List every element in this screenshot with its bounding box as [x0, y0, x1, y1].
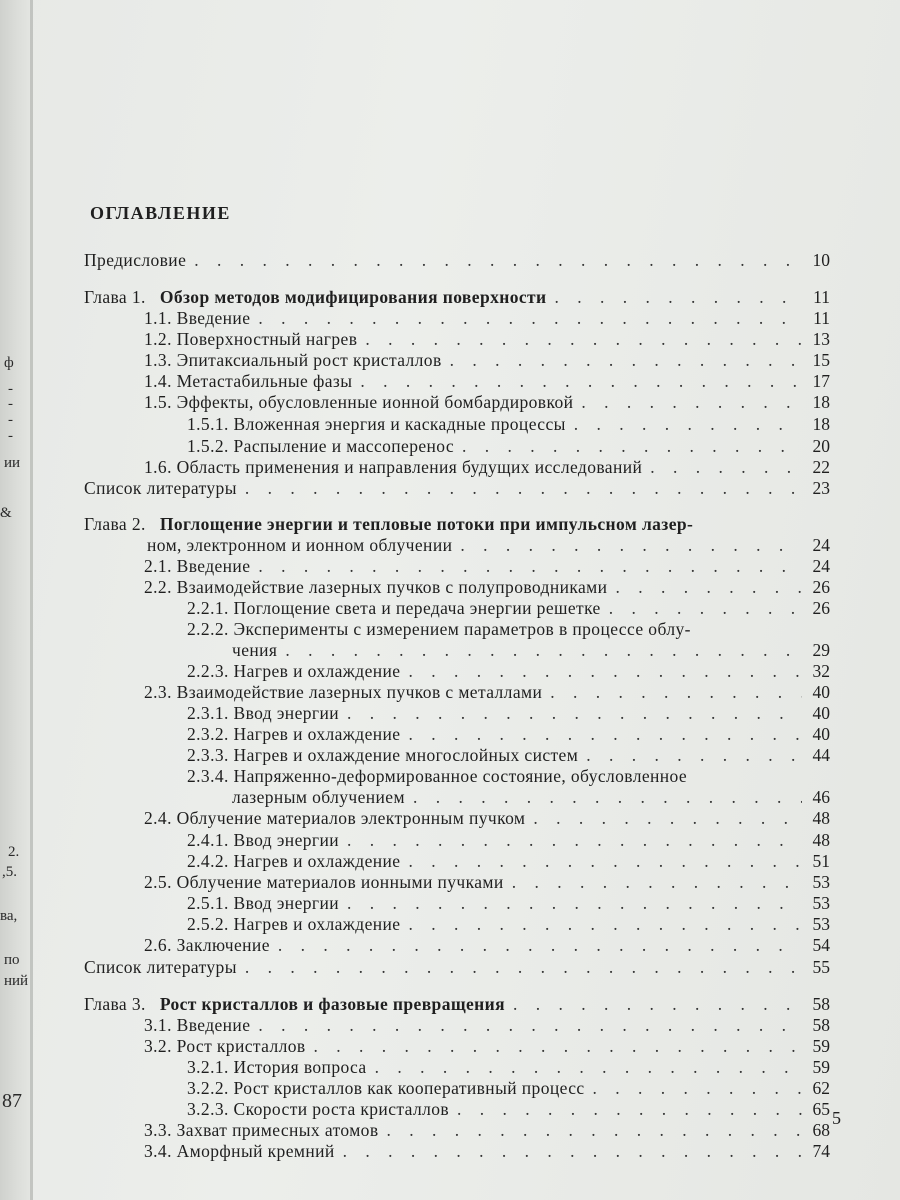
toc-entry [84, 994, 830, 1015]
toc-entry [84, 436, 830, 457]
dot-leader [245, 478, 802, 499]
toc-entry-label [84, 957, 237, 978]
section-title: 3.2.3. Скорости роста кристаллов [187, 1099, 450, 1119]
chapter-number: Глава 1. [84, 287, 146, 307]
toc-page-number: 40 [812, 682, 830, 702]
dot-leader [408, 851, 802, 872]
chapter-title: Рост кристаллов и фазовые превращения [159, 994, 506, 1014]
toc-entry-label [84, 682, 542, 703]
toc-page-number: 48 [812, 808, 830, 828]
dot-leader [457, 1099, 802, 1120]
toc-entry [84, 350, 830, 371]
dot-leader [413, 787, 802, 808]
chapter-title: Обзор методов модифицирования поверхности [159, 287, 547, 307]
dot-leader [533, 808, 802, 829]
toc-entry [84, 872, 830, 893]
toc-page-number: 53 [812, 893, 830, 913]
margin-fragment: ф [4, 355, 14, 371]
toc-page-number: 51 [812, 851, 830, 871]
toc-page-number: 48 [812, 830, 830, 850]
toc-entry [84, 661, 830, 682]
toc-entry [84, 308, 830, 329]
toc-entry-label [84, 1036, 306, 1057]
toc-page-number: 20 [812, 436, 830, 456]
toc-entry [84, 371, 830, 392]
toc-page-number: 53 [812, 914, 830, 934]
toc-entry-label [84, 914, 400, 935]
toc-entry-label [84, 830, 339, 851]
dot-leader [450, 350, 802, 371]
toc-entry-label [84, 457, 642, 478]
toc-entry-label [84, 329, 357, 350]
toc-title: ОГЛАВЛЕНИЕ [90, 203, 231, 223]
toc-page-number: 58 [812, 994, 830, 1014]
dot-leader [581, 392, 802, 413]
toc-entry-label [84, 287, 547, 308]
toc-page-number: 59 [812, 1057, 830, 1077]
toc-entry-label [84, 514, 693, 535]
toc-page-number: 10 [812, 250, 830, 270]
toc-page-number: 32 [812, 661, 830, 681]
toc-entry [84, 478, 830, 499]
section-title: Список литературы [84, 478, 237, 498]
toc-entry-label [84, 745, 578, 766]
section-title: 3.2.2. Рост кристаллов как кооперативный процесс [187, 1078, 585, 1098]
margin-fragment: & [0, 505, 12, 521]
dot-leader [513, 994, 802, 1015]
toc-entry [84, 457, 830, 478]
section-title: 2.5. Облучение материалов ионными пучками [144, 872, 504, 892]
toc-page-number: 59 [812, 1036, 830, 1056]
toc-page-number: 26 [812, 598, 830, 618]
toc-entry [84, 1057, 830, 1078]
section-title: 3.2. Рост кристаллов [144, 1036, 306, 1056]
margin-fragment: по [4, 952, 20, 968]
toc-page-number: 18 [812, 414, 830, 434]
chapter-number: Глава 3. [84, 994, 146, 1014]
section-title: 3.2.1. История вопроса [187, 1057, 367, 1077]
dot-leader [408, 914, 802, 935]
toc-entry [84, 556, 830, 577]
section-title: 2.3. Взаимодействие лазерных пучков с металлами [144, 682, 543, 702]
dot-leader [574, 414, 802, 435]
dot-leader [555, 287, 802, 308]
section-title: 3.4. Аморфный кремний [144, 1141, 335, 1161]
toc-entry-label [84, 661, 400, 682]
toc-entry-label [84, 994, 505, 1015]
section-title: 1.5.1. Вложенная энергия и каскадные процессы [187, 414, 566, 434]
section-title: 2.2.2. Эксперименты с измерением параметров в процессе облу- [187, 619, 691, 639]
toc-page-number: 55 [812, 957, 830, 977]
dot-leader [245, 957, 802, 978]
toc-entry-label [84, 577, 607, 598]
margin-fragment: - [8, 396, 13, 412]
margin-fragment: ,5. [2, 864, 17, 880]
section-title: 2.2. Взаимодействие лазерных пучков с полупроводниками [144, 577, 608, 597]
toc-entry-label [84, 308, 250, 329]
toc-page-number: 29 [812, 640, 830, 660]
dot-leader [258, 308, 802, 329]
toc-entry [84, 893, 830, 914]
toc-page-number: 54 [812, 935, 830, 955]
toc-entry-label [84, 556, 250, 577]
margin-fragment: 2. [8, 844, 20, 860]
toc-entry-label [84, 872, 504, 893]
margin-fragment: ии [4, 455, 21, 471]
dot-leader [650, 457, 802, 478]
dot-leader [512, 872, 802, 893]
toc-page-number: 65 [812, 1099, 830, 1119]
section-title: 2.2.3. Нагрев и охлаждение [187, 661, 401, 681]
section-title: 2.6. Заключение [144, 935, 270, 955]
toc-entry [84, 703, 830, 724]
toc-entry [84, 598, 830, 619]
dot-leader [343, 1141, 802, 1162]
chapter-number: Глава 2. [84, 514, 146, 534]
chapter-title: Поглощение энергии и тепловые потоки при импульсном лазер- [159, 514, 694, 534]
toc-entry [84, 329, 830, 350]
dot-leader [408, 661, 802, 682]
toc-entry [84, 851, 830, 872]
toc-entry [84, 808, 830, 829]
dot-leader [278, 935, 802, 956]
toc-entry [84, 766, 830, 787]
dot-leader [609, 598, 802, 619]
dot-leader [460, 535, 802, 556]
toc-page-number: 24 [812, 556, 830, 576]
toc-page-number: 18 [812, 392, 830, 412]
dot-leader [258, 556, 802, 577]
toc-entry [84, 1036, 830, 1057]
dot-leader [347, 703, 802, 724]
dot-leader [408, 724, 802, 745]
section-title: 1.4. Метастабильные фазы [144, 371, 353, 391]
section-title: 1.5. Эффекты, обусловленные ионной бомбардировкой [144, 392, 574, 412]
toc-entry-label [84, 893, 339, 914]
toc-entry-label [84, 935, 270, 956]
toc-entry [84, 830, 830, 851]
margin-fragment: - [8, 381, 13, 397]
toc-entry-label [84, 371, 352, 392]
toc-entry [84, 1099, 830, 1120]
toc-page-number: 23 [812, 478, 830, 498]
dot-leader [285, 640, 802, 661]
dot-leader [194, 250, 802, 271]
previous-page-edge [0, 0, 30, 1200]
section-title: 2.3.4. Напряженно-деформированное состояние, обусловленное [187, 766, 688, 786]
toc-page-number: 58 [812, 1015, 830, 1035]
toc-entry-label [84, 250, 186, 271]
toc-entry-label [84, 640, 277, 661]
dot-leader [387, 1120, 803, 1141]
toc-entry-label [84, 478, 237, 499]
toc-entry-label [84, 1015, 250, 1036]
dot-leader [360, 371, 802, 392]
toc-entry-label [84, 414, 566, 435]
toc-entry [84, 1078, 830, 1099]
toc-entry-label [84, 392, 573, 413]
section-title: 2.2.1. Поглощение света и передача энергии решетке [187, 598, 601, 618]
toc-page-number: 26 [812, 577, 830, 597]
toc-entry-label [84, 598, 601, 619]
toc-page-number: 17 [812, 371, 830, 391]
dot-leader [550, 682, 802, 703]
toc-entry [84, 935, 830, 956]
section-title: 2.3.3. Нагрев и охлаждение многослойных систем [187, 745, 579, 765]
toc-entry [84, 1015, 830, 1036]
toc-page-number: 22 [812, 457, 830, 477]
toc-entry [84, 682, 830, 703]
dot-leader [615, 577, 802, 598]
toc-entry-label [84, 436, 454, 457]
section-title: 1.2. Поверхностный нагрев [144, 329, 358, 349]
toc-entry [84, 414, 830, 435]
page-fold-shadow [30, 0, 33, 1200]
table-of-contents [84, 0, 830, 1200]
toc-page-number: 44 [812, 745, 830, 765]
margin-fragment: ва, [0, 908, 18, 924]
section-title: 2.4.1. Ввод энергии [187, 830, 339, 850]
toc-entry [84, 577, 830, 598]
margin-fragment: - [8, 412, 13, 428]
toc-page-number: 13 [812, 329, 830, 349]
toc-entry-label [84, 703, 339, 724]
page-number: 5 [832, 1108, 841, 1128]
section-title: 3.1. Введение [144, 1015, 251, 1035]
toc-entry-label [84, 350, 442, 371]
toc-entry [84, 250, 830, 271]
section-title: 2.4. Облучение материалов электронным пучком [144, 808, 526, 828]
section-title: чения [232, 640, 278, 660]
toc-entry-label [84, 619, 691, 640]
toc-page-number: 15 [812, 350, 830, 370]
dot-leader [258, 1015, 802, 1036]
toc-entry [84, 535, 830, 556]
section-title: 2.3.2. Нагрев и охлаждение [187, 724, 401, 744]
section-title: 1.5.2. Распыление и массоперенос [187, 436, 455, 456]
toc-entry [84, 724, 830, 745]
section-title: Предисловие [84, 250, 187, 270]
toc-entry-label [84, 724, 400, 745]
toc-page-number: 11 [813, 308, 830, 328]
toc-entry [84, 957, 830, 978]
section-title: 2.5.1. Ввод энергии [187, 893, 339, 913]
toc-entry [84, 640, 830, 661]
section-title: 1.6. Область применения и направления будущих исследований [144, 457, 643, 477]
section-title: лазерным облучением [232, 787, 405, 807]
toc-entry [84, 619, 830, 640]
section-title: 2.4.2. Нагрев и охлаждение [187, 851, 401, 871]
toc-entry [84, 745, 830, 766]
margin-fragment: - [8, 428, 13, 444]
toc-entry-label [84, 766, 687, 787]
section-title: 3.3. Захват примесных атомов [144, 1120, 379, 1140]
dot-leader [365, 329, 802, 350]
toc-entry-label [84, 1078, 585, 1099]
toc-entry-label [84, 787, 405, 808]
toc-entry-label [84, 535, 452, 556]
toc-entry-label [84, 851, 400, 872]
toc-entry [84, 914, 830, 935]
toc-page-number: 53 [812, 872, 830, 892]
dot-leader [375, 1057, 802, 1078]
section-title: 2.1. Введение [144, 556, 251, 576]
toc-page-number: 46 [812, 787, 830, 807]
toc-page-number: 40 [812, 703, 830, 723]
toc-page-number: 68 [812, 1120, 830, 1140]
toc-entry-label [84, 1141, 335, 1162]
toc-page-number: 11 [813, 287, 830, 307]
toc-page-number: 62 [812, 1078, 830, 1098]
dot-leader [462, 436, 802, 457]
toc-entry [84, 1141, 830, 1162]
dot-leader [347, 830, 802, 851]
toc-entry-label [84, 1099, 449, 1120]
margin-fragment: ний [4, 973, 29, 989]
section-title: Список литературы [84, 957, 237, 977]
toc-page-number: 40 [812, 724, 830, 744]
section-title: 2.3.1. Ввод энергии [187, 703, 339, 723]
dot-leader [314, 1036, 802, 1057]
toc-entry [84, 392, 830, 413]
toc-page-number: 24 [812, 535, 830, 555]
dot-leader [347, 893, 802, 914]
toc-entry [84, 787, 830, 808]
toc-page-number: 74 [812, 1141, 830, 1161]
margin-fragment: 87 [2, 1090, 22, 1112]
toc-entry-label [84, 808, 525, 829]
section-title: 2.5.2. Нагрев и охлаждение [187, 914, 401, 934]
toc-entry-label [84, 1120, 379, 1141]
dot-leader [593, 1078, 802, 1099]
toc-entry [84, 514, 830, 535]
section-title: 1.3. Эпитаксиальный рост кристаллов [144, 350, 442, 370]
toc-entry-label [84, 1057, 367, 1078]
dot-leader [586, 745, 802, 766]
section-title: ном, электронном и ионном облучении [147, 535, 453, 555]
toc-entry [84, 287, 830, 308]
toc-entry [84, 1120, 830, 1141]
section-title: 1.1. Введение [144, 308, 251, 328]
